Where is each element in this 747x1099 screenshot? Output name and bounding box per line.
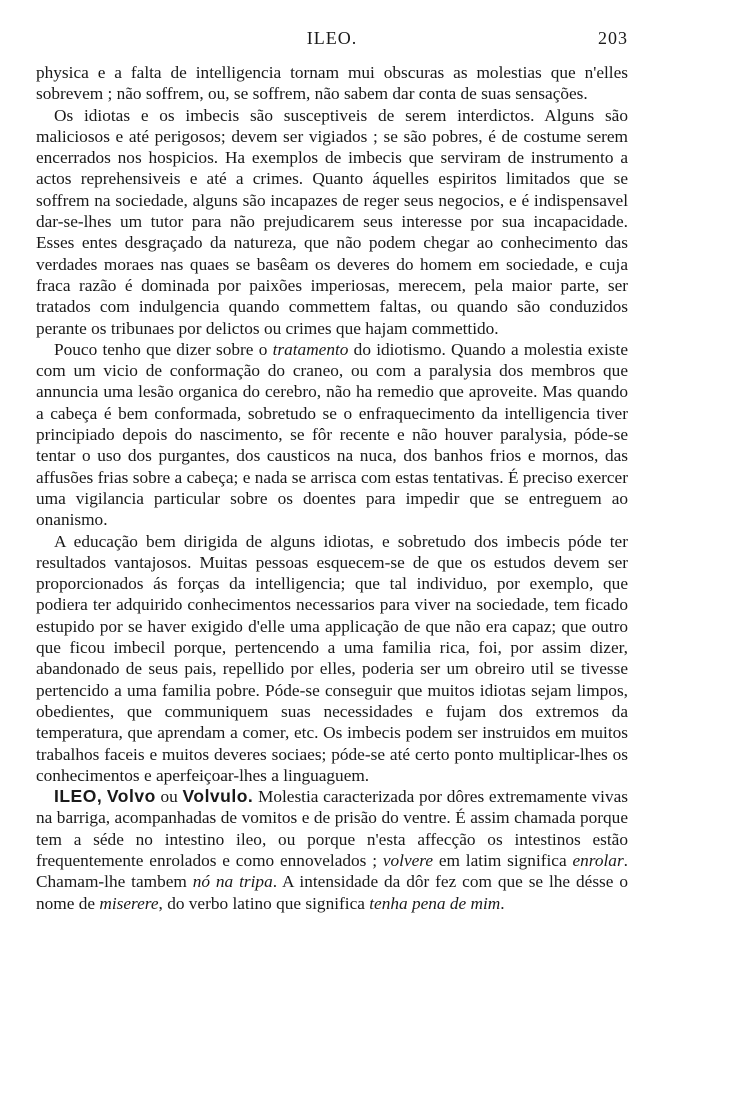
paragraph-2: Os idiotas e os imbecis são susceptiveis de serem interdictos. Alguns são maliciosos e até perigosos; devem ser vigiados ; se são pobres, é de costume serem encerrados nos hospicios. Ha exemplos de imbecis que serviram de instrumento a actos reprehensiveis e até a crimes. Quanto áquelles espiritos limitados que se soffrem na sociedade, alguns são incapazes de reger seus negocios, e é indispensavel dar-se-lhes um tutor para não prejudicarem seus interesse por sua incapacidade. Esses entes desgraçado da natureza, que não podem chegar ao conhecimento das verdades moraes nas quaes se basêam os deveres do homem em sociedade, e cuja fraca razão é dominada por paixões imperiosas, merecem, pela maior parte, ser tratados com indulgencia quando commettem faltas, ou quando são conduzidos perante os tribunaes por delictos ou crimes que hajam commettido. <box>36 105 628 338</box>
entry-headword-volvulo: Volvulo. <box>182 786 254 807</box>
entry-italic-tenha-pena: tenha pena de mim <box>369 893 501 913</box>
entry-text-6: . <box>500 893 505 913</box>
entry-italic-miserere: miserere <box>99 893 159 913</box>
book-page <box>36 28 628 914</box>
running-header <box>36 28 628 52</box>
paragraph-1: physica e a falta de intelligencia tornam mui obscuras as molestias que n'elles sobrevem ; não soffrem, ou, se soffrem, não sabem dar conta de suas sensações. <box>36 63 628 104</box>
paragraph-3-text-a: Pouco tenho que dizer sobre o <box>54 339 273 359</box>
paragraph-3-text-b: do idiotismo. Quando a molestia existe com um vicio de conformação do craneo, ou com a paralysia dos membros que annuncia uma lesão organica do cerebro, não ha remedio que aproveite. Mas quando a cabeça é bem conformada, sobretudo se o enfraquecimento da intelligencia tiver principiado depois do nascimento, se fôr recente e não houver paralysia, póde-se tentar o uso dos purgantes, dos causticos na nuca, dos banhos frios e mornos, das affusões frias sobre a cabeça; e nada se arrisca com estas tentativas. É preciso exercer uma vigilancia particular sobre os doentes para impedir que se entreguem ao onanismo. <box>36 339 628 530</box>
entry-text-2: em latim significa <box>433 850 573 870</box>
entry-italic-no-na-tripa: nó na tripa <box>192 872 273 892</box>
entry-text-5: , do verbo latino que significa <box>158 893 370 913</box>
running-title: ILEO. <box>306 28 358 48</box>
entry-italic-volvere: volvere <box>382 850 434 870</box>
paragraph-5-entry <box>36 786 628 914</box>
entry-headword-ileo: ILEO, <box>54 786 103 807</box>
entry-text-3: . Chamam-lhe tambem <box>36 850 628 892</box>
entry-text-4: . A intensidade da dôr fez com que se lhe désse o nome de <box>36 872 628 913</box>
body-text <box>36 62 628 914</box>
entry-conjunction: ou <box>155 787 183 807</box>
paragraph-3 <box>36 339 628 531</box>
entry-headword-volvo: Volvo <box>106 786 156 807</box>
entry-italic-enrolar: enrolar <box>572 850 624 870</box>
entry-text-1: Molestia caracterizada por dôres extremamente vivas na barriga, acompanhadas de vomitos e de prisão do ventre. É assim chamada porque tem a séde no intestino ileo, ou porque n'esta affecção os intestinos estão frequentemente enrolados e como ennovelados ; <box>36 787 628 870</box>
paragraph-4: A educação bem dirigida de alguns idiotas, e sobretudo dos imbecis póde ter resultados vantajosos. Muitas pessoas esquecem-se de que os estudos devem ser proporcionados ás forças da intelligencia; que tal individuo, por exemplo, que podiera ter adquirido conhecimentos necessarios para viver na sociedade, tem ficado estupido por se haver exigido d'elle uma applicação de que não era capaz; que outro que ficou imbecil porque, pertencendo a uma familia rica, foi, por assim dizer, abandonado de seus pais, repellido por elles, poderia ser um obreiro util se tivesse pertencido a uma familia pobre. Póde-se conseguir que muitos idiotas sejam limpos, obedientes, que communiquem suas necessidades e fujam dos extremos da temperatura, que aprendam a comer, etc. Os imbecis podem ser instruidos em muitos trabalhos faceis e muitos deveres sociaes; póde-se até certo ponto multiplicar-lhes os conhecimentos e aperfeiçoar-lhes a linguaguem. <box>36 531 628 785</box>
paragraph-3-italic-1: tratamento <box>272 339 349 359</box>
page-number: 203 <box>598 28 628 48</box>
